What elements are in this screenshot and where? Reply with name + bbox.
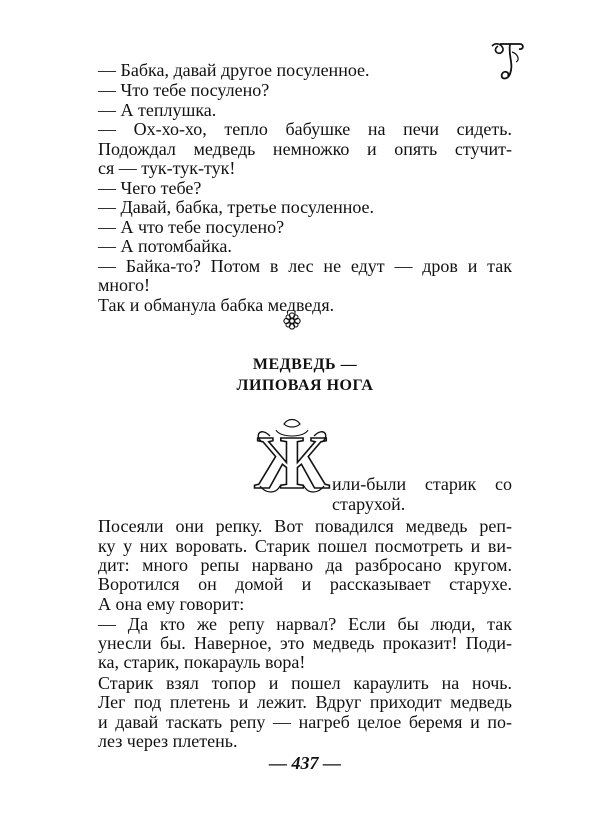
text-line: Посеяли они репку. Вот повадился медведь реп-	[98, 516, 512, 536]
text-line: ка, старик, покарауль вора!	[98, 652, 306, 672]
text-line: ку у них воровать. Старик пошел посмотреть и ви-	[98, 536, 512, 556]
text-line: Подождал медведь немножко и опять стучит-	[98, 139, 512, 159]
text-line: — А потомбайка.	[98, 236, 232, 256]
text-line: — Ох-хо-хо, тепло бабушке на печи сидеть.	[98, 119, 512, 139]
text-line: много!	[98, 275, 150, 295]
text-line: Воротился он домой и рассказывает старухе.	[98, 574, 512, 594]
text-line: лез через плетень.	[98, 731, 238, 751]
text-line: — Бабка, давай другое посуленное.	[98, 60, 370, 80]
text-line: — Что тебе посулено?	[98, 80, 270, 100]
text-line: Старик взял топор и пошел караулить на ночь.	[98, 673, 512, 693]
drop-cap-tail: старик со	[424, 474, 513, 494]
drop-cap-letter: Ж	[254, 421, 330, 500]
text-line: ся — тук-тук-тук!	[98, 158, 236, 178]
drop-cap-ornament	[250, 416, 334, 500]
drop-cap-line1	[332, 474, 512, 494]
story-title-line2: ЛИПОВАЯ НОГА	[236, 377, 374, 394]
text-line: — Чего тебе?	[98, 178, 202, 198]
text-line: А она ему говорит:	[98, 594, 245, 614]
drop-cap-word: или-были	[332, 474, 407, 494]
rosette-icon	[282, 311, 302, 331]
text-line: — Давай, бабка, третье посуленное.	[98, 197, 375, 217]
text-line: Лег под плетень и лежит. Вдруг приходит медведь	[98, 692, 512, 712]
text-line: дит: много репы нарвано да разбросано кругом.	[98, 555, 512, 575]
text-line: — А что тебе посулено?	[98, 217, 285, 237]
text-line: — А теплушка.	[98, 100, 217, 120]
text-line: Так и обманула бабка медведя.	[98, 295, 335, 315]
text-line: — Байка-то? Потом в лес не едут — дров и так	[98, 256, 512, 276]
text-line: и давай таскать репу — нагреб целое беремя и по-	[98, 712, 512, 732]
page-number: — 437 —	[269, 753, 341, 773]
story-title-line1: МЕДВЕДЬ —	[252, 356, 358, 373]
text-line: унесли бы. Наверное, это медведь проказит! Поди-	[98, 633, 512, 653]
drop-cap-line2: старухой.	[332, 494, 406, 514]
text-line: — Да кто же репу нарвал? Если бы люди, так	[98, 614, 512, 634]
